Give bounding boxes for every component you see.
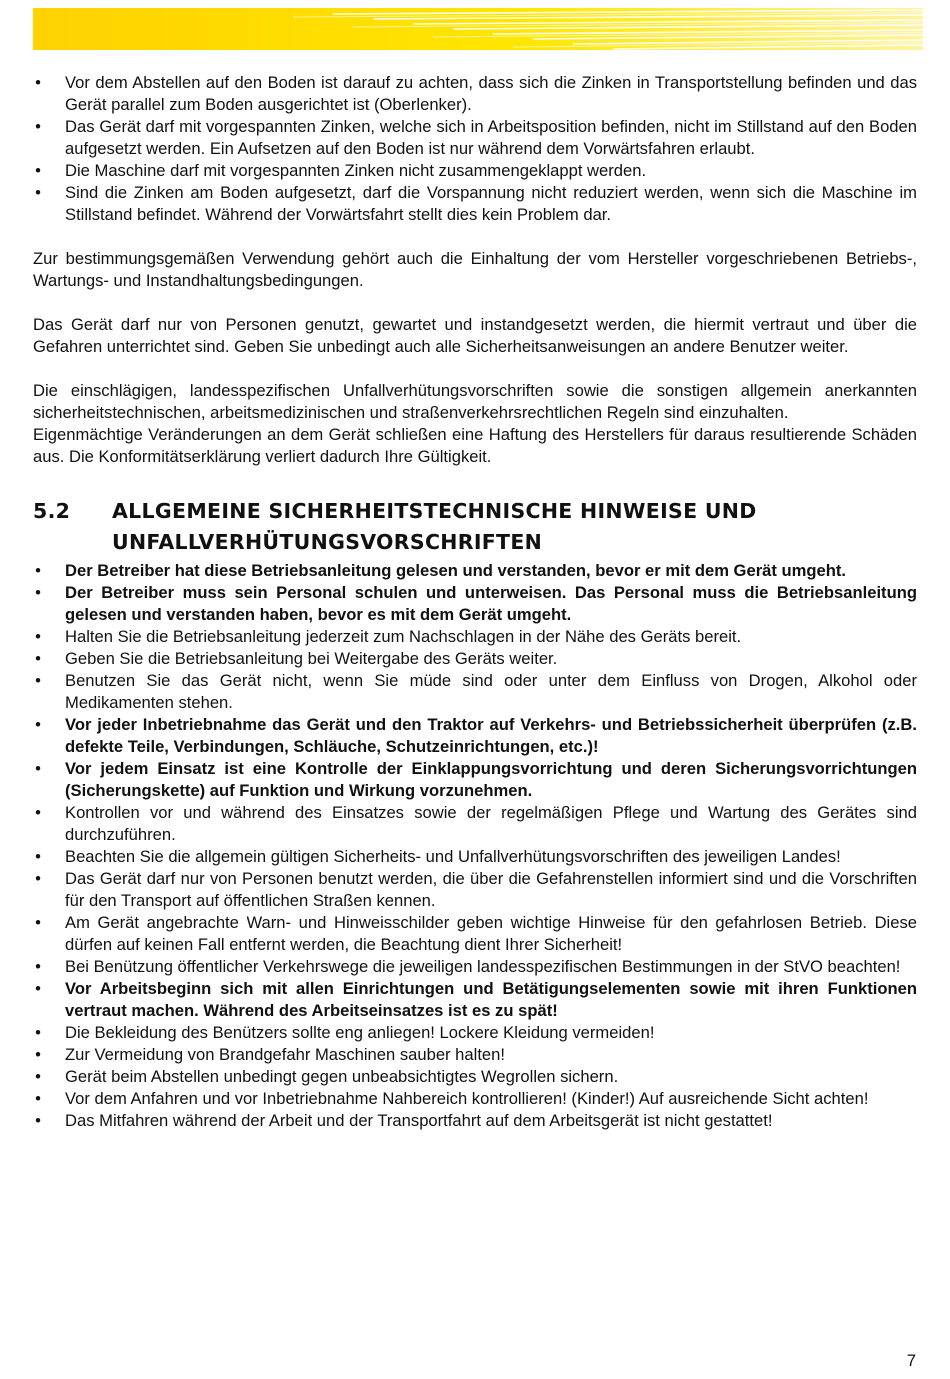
list-item-text: Die Maschine darf mit vorgespannten Zinken nicht zusammengeklappt werden. — [65, 161, 647, 180]
list-item-text: Das Gerät darf nur von Personen benutzt werden, die über die Gefahrenstellen informiert sind und die Vorschriften für den Transport auf öffentlichen Straßen kennen. — [65, 869, 917, 910]
list-item — [33, 758, 917, 802]
list-item-text: Das Mitfahren während der Arbeit und der Transportfahrt auf dem Arbeitsgerät ist nicht gestattet! — [65, 1111, 773, 1130]
list-item — [33, 670, 917, 714]
list-item — [33, 1044, 917, 1066]
bullet-icon: • — [35, 561, 41, 580]
bullet-icon: • — [35, 583, 41, 602]
list-item — [33, 978, 917, 1022]
list-item — [33, 648, 917, 670]
list-item — [33, 868, 917, 912]
bullet-icon: • — [35, 1045, 41, 1064]
list-item-text: Vor dem Anfahren und vor Inbetriebnahme Nahbereich kontrollieren! (Kinder!) Auf ausreichende Sicht achten! — [65, 1089, 869, 1108]
list-item — [33, 116, 917, 160]
list-item — [33, 714, 917, 758]
section-number: 5.2 — [33, 499, 71, 523]
page-content — [33, 72, 917, 1132]
list-item-text: Am Gerät angebrachte Warn- und Hinweisschilder geben wichtige Hinweise für den gefahrlosen Betrieb. Diese dürfen auf keinen Fall entfernt werden, die Beachtung dient Ihrer Sicherheit! — [65, 913, 917, 954]
list-item-text: Der Betreiber hat diese Betriebsanleitung gelesen und verstanden, bevor er mit dem Gerät umgeht. — [65, 561, 847, 580]
list-item-text: Halten Sie die Betriebsanleitung jederzeit zum Nachschlagen in der Nähe des Geräts bereit. — [65, 627, 742, 646]
list-item — [33, 1066, 917, 1088]
bullet-icon: • — [35, 715, 41, 734]
list-item — [33, 626, 917, 648]
list-item-text: Beachten Sie die allgemein gültigen Sicherheits- und Unfallverhütungsvorschriften des jeweiligen Landes! — [65, 847, 841, 866]
bullet-icon: • — [35, 1023, 41, 1042]
page-number: 7 — [906, 1351, 916, 1370]
section-title: ALLGEMEINE SICHERHEITSTECHNISCHE HINWEISE UND UNFALLVERHÜTUNGSVORSCHRIFTEN — [112, 499, 757, 554]
list-item-text: Sind die Zinken am Boden aufgesetzt, darf die Vorspannung nicht reduziert werden, wenn sich die Maschine im Stillstand befindet. Während der Vorwärtsfahrt stellt dies kein Problem dar. — [65, 183, 917, 224]
intro-bullet-list — [33, 72, 917, 226]
list-item-text: Kontrollen vor und während des Einsatzes sowie der regelmäßigen Pflege und Wartung des Gerätes sind durchzuführen. — [65, 803, 917, 844]
list-item-text: Vor dem Abstellen auf den Boden ist darauf zu achten, dass sich die Zinken in Transportstellung befinden und das Gerät parallel zum Boden ausgerichtet ist (Oberlenker). — [65, 73, 917, 114]
bullet-icon: • — [35, 803, 41, 822]
header-band — [33, 8, 923, 50]
bullet-icon: • — [35, 1067, 41, 1086]
list-item — [33, 1022, 917, 1044]
section-heading — [33, 496, 917, 558]
list-item — [33, 160, 917, 182]
bullet-icon: • — [35, 1111, 41, 1130]
list-item — [33, 912, 917, 956]
list-item-text: Gerät beim Abstellen unbedingt gegen unbeabsichtigtes Wegrollen sichern. — [65, 1067, 619, 1086]
bullet-icon: • — [35, 913, 41, 932]
paragraph-modifications: Eigenmächtige Veränderungen an dem Gerät schließen eine Haftung des Herstellers für daraus resultierende Schäden aus. Die Konformitätserklärung verliert dadurch Ihre Gültigkeit. — [33, 425, 917, 466]
list-item-text: Geben Sie die Betriebsanleitung bei Weitergabe des Geräts weiter. — [65, 649, 558, 668]
list-item — [33, 1110, 917, 1132]
bullet-icon: • — [35, 649, 41, 668]
bullet-icon: • — [35, 957, 41, 976]
header-stripes-graphic — [33, 8, 923, 50]
bullet-icon: • — [35, 1089, 41, 1108]
bullet-icon: • — [35, 759, 41, 778]
list-item-text: Benutzen Sie das Gerät nicht, wenn Sie müde sind oder unter dem Einfluss von Drogen, Alkohol oder Medikamenten stehen. — [65, 671, 917, 712]
safety-bullet-list — [33, 560, 917, 1132]
bullet-icon: • — [35, 671, 41, 690]
list-item-text: Zur Vermeidung von Brandgefahr Maschinen sauber halten! — [65, 1045, 506, 1064]
list-item-text: Das Gerät darf mit vorgespannten Zinken, welche sich in Arbeitsposition befinden, nicht im Stillstand auf den Boden aufgesetzt werden. Ein Aufsetzen auf den Boden ist nur während dem Vorwärtsfahren erlaubt. — [65, 117, 917, 158]
paragraph-authorized-persons: Das Gerät darf nur von Personen genutzt, gewartet und instandgesetzt werden, die hiermit vertraut und über die Gefahren unterrichtet sind. Geben Sie unbedingt auch alle Sicherheitsanweisungen an andere Benutzer weiter. — [33, 315, 917, 356]
bullet-icon: • — [35, 73, 41, 92]
bullet-icon: • — [35, 847, 41, 866]
bullet-icon: • — [35, 161, 41, 180]
list-item — [33, 560, 917, 582]
bullet-icon: • — [35, 627, 41, 646]
list-item-text: Vor jedem Einsatz ist eine Kontrolle der Einklappungsvorrichtung und deren Sicherungsvorrichtungen (Sicherungskette) auf Funktion und Wirkung vorzunehmen. — [65, 759, 917, 800]
list-item — [33, 72, 917, 116]
list-item — [33, 1088, 917, 1110]
bullet-icon: • — [35, 117, 41, 136]
list-item — [33, 182, 917, 226]
bullet-icon: • — [35, 869, 41, 888]
list-item — [33, 582, 917, 626]
bullet-icon: • — [35, 979, 41, 998]
list-item-text: Bei Benützung öffentlicher Verkehrswege die jeweiligen landesspezifischen Bestimmungen in der StVO beachten! — [65, 957, 901, 976]
list-item-text: Vor Arbeitsbeginn sich mit allen Einrichtungen und Betätigungselementen sowie mit ihren Funktionen vertraut machen. Während des Arbeitseinsatzes ist es zu spät! — [65, 979, 917, 1020]
list-item — [33, 846, 917, 868]
bullet-icon: • — [35, 183, 41, 202]
list-item — [33, 802, 917, 846]
paragraph-intended-use: Zur bestimmungsgemäßen Verwendung gehört auch die Einhaltung der vom Hersteller vorgeschriebenen Betriebs-, Wartungs- und Instandhaltungsbedingungen. — [33, 249, 917, 290]
list-item-text: Die Bekleidung des Benützers sollte eng anliegen! Lockere Kleidung vermeiden! — [65, 1023, 655, 1042]
list-item-text: Vor jeder Inbetriebnahme das Gerät und den Traktor auf Verkehrs- und Betriebssicherheit überprüfen (z.B. defekte Teile, Verbindungen, Schläuche, Schutzeinrichtungen, etc.)! — [65, 715, 917, 756]
list-item — [33, 956, 917, 978]
paragraph-regulations: Die einschlägigen, landesspezifischen Unfallverhütungsvorschriften sowie die sonstigen allgemein anerkannten sicherheitstechnischen, arbeitsmedizinischen und straßenverkehrsrechtlichen Regeln sind einzuhalten. — [33, 381, 917, 422]
list-item-text: Der Betreiber muss sein Personal schulen und unterweisen. Das Personal muss die Betriebsanleitung gelesen und verstanden haben, bevor es mit dem Gerät umgeht. — [65, 583, 917, 624]
